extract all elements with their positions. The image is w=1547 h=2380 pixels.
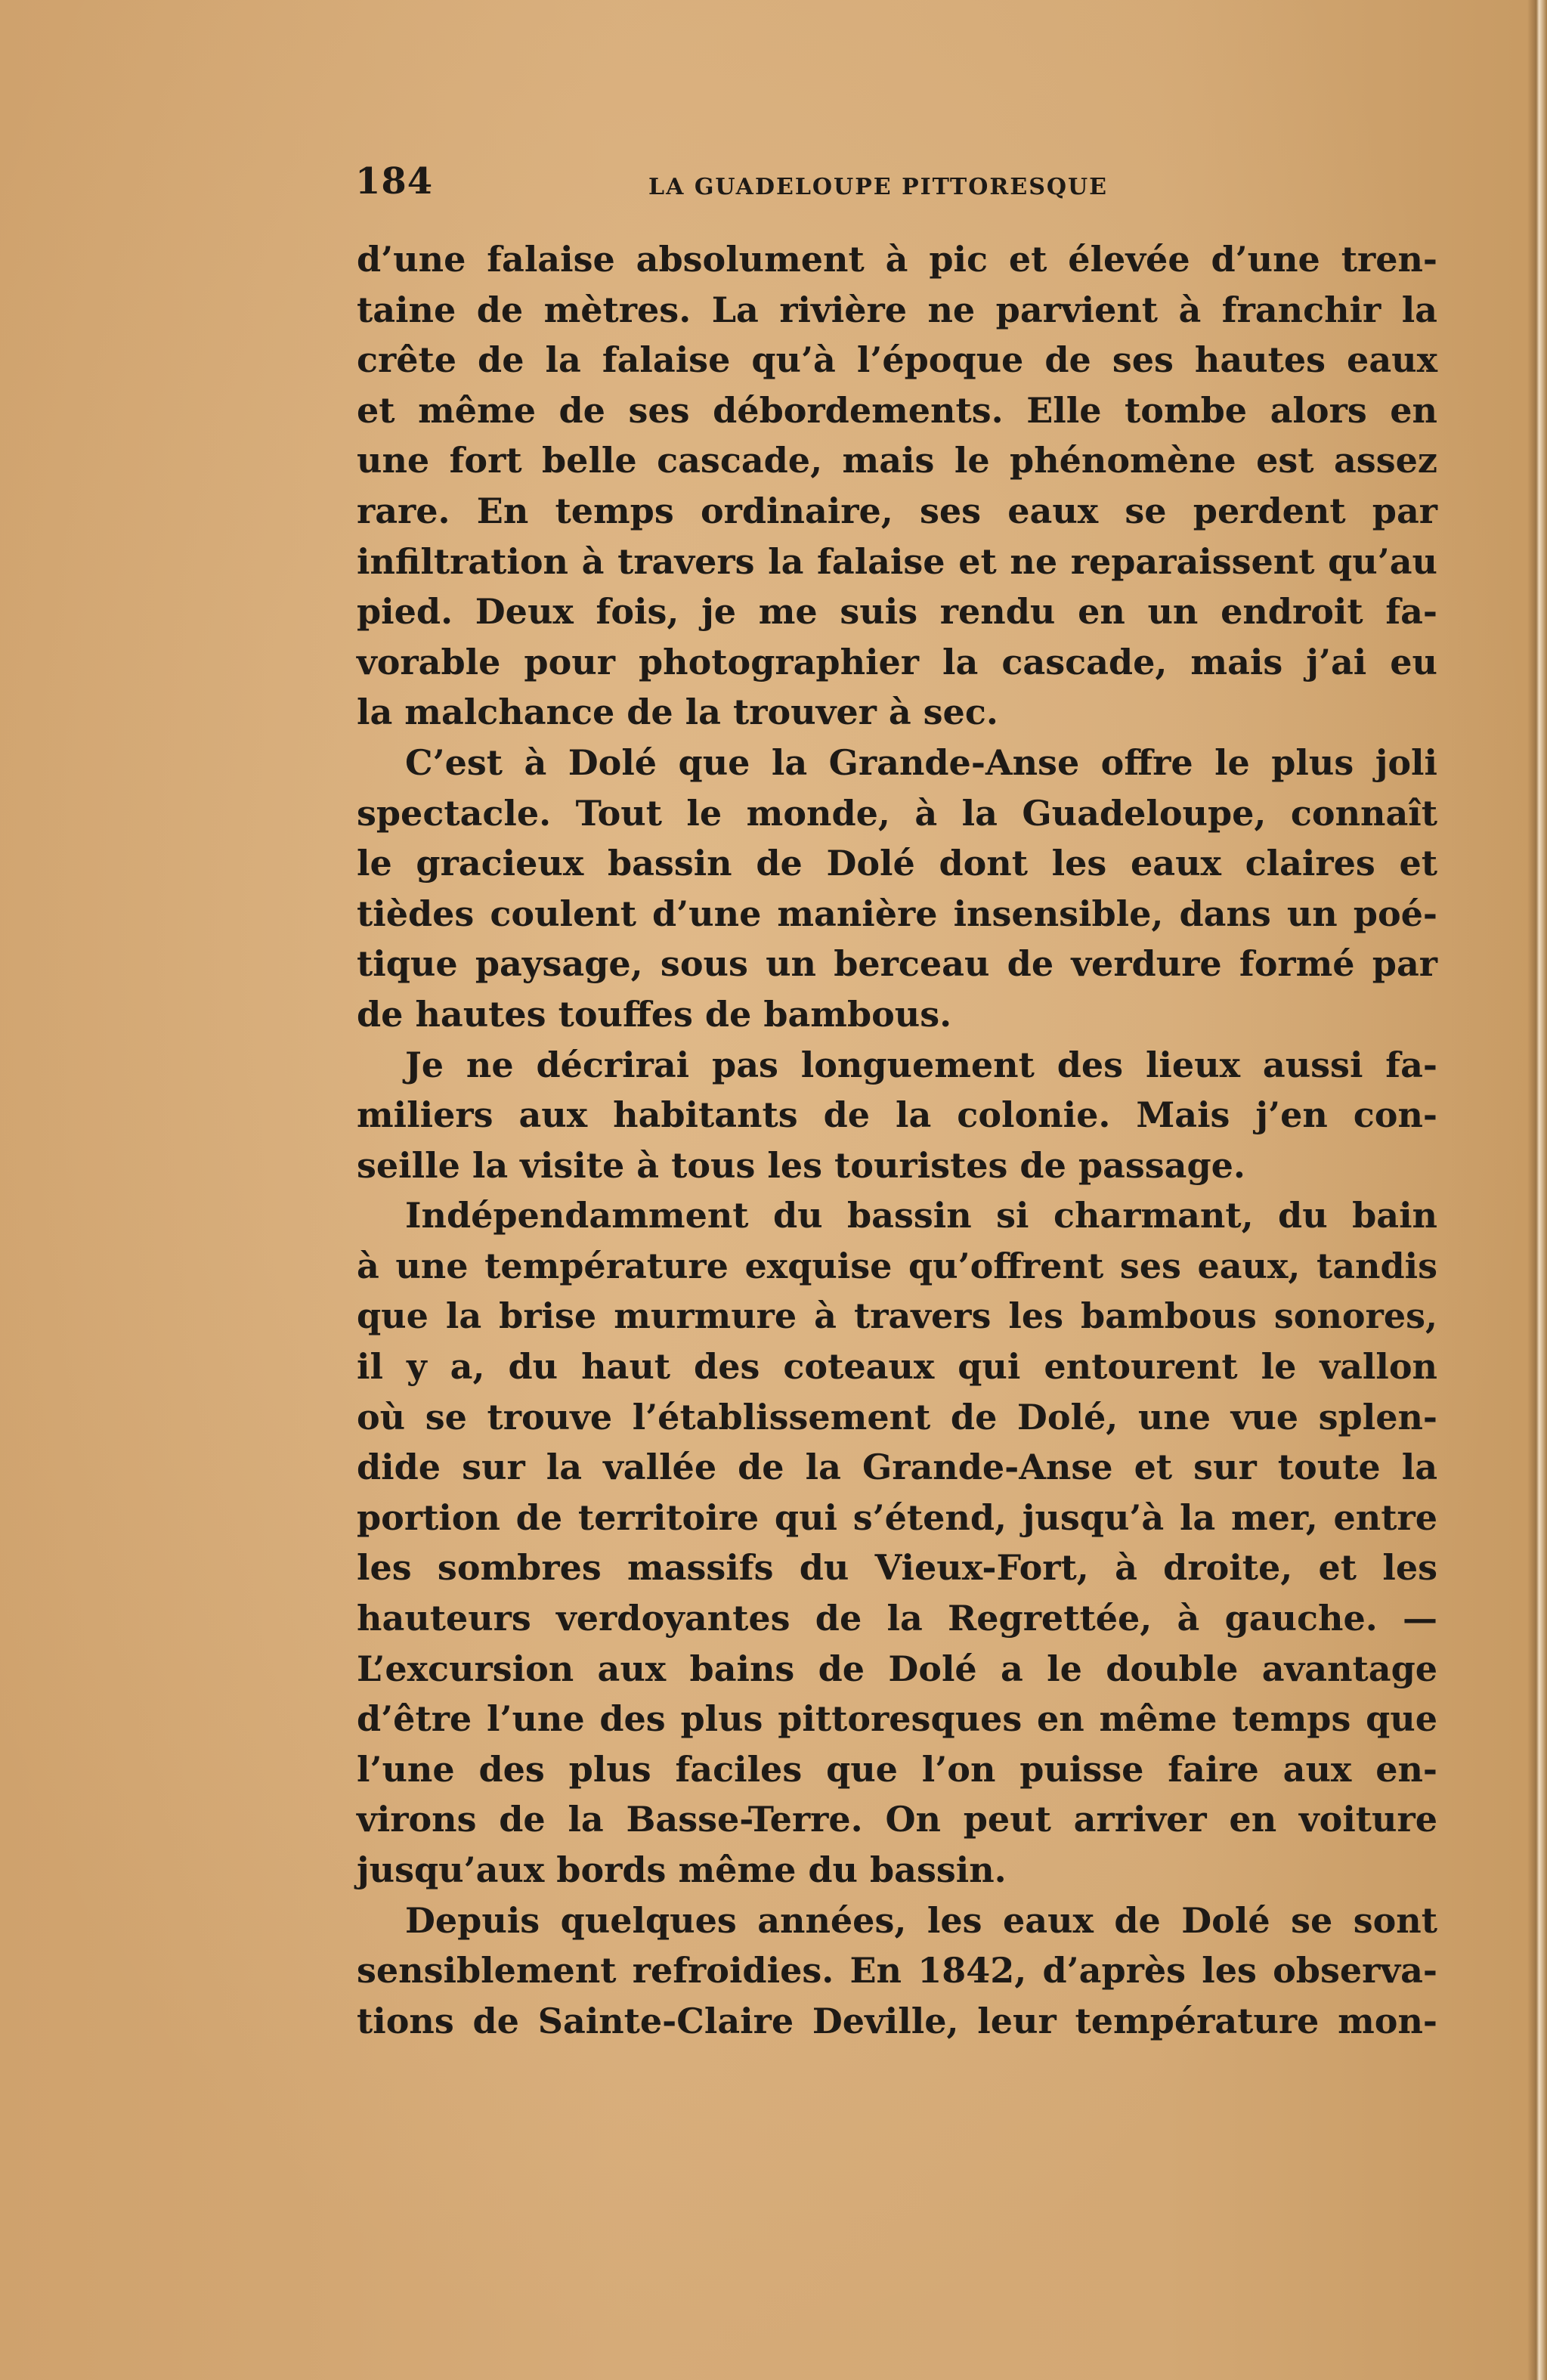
text-line: d’être l’une des plus pittoresques en même temps que	[357, 1698, 1437, 1740]
text-line: infiltration à travers la falaise et ne reparaissent qu’au	[357, 540, 1437, 582]
running-head	[355, 160, 1149, 213]
text-line: dide sur la vallée de la Grande-Anse et sur toute la	[357, 1447, 1437, 1488]
paragraph-end-line: seille la visite à tous les touristes de passage.	[357, 1144, 1245, 1186]
text-line: tique paysage, sous un berceau de verdure formé par	[357, 943, 1437, 985]
text-line: spectacle. Tout le monde, à la Guadeloupe, connaît	[357, 792, 1437, 834]
text-line: que la brise murmure à travers les bambous sonores,	[357, 1295, 1437, 1337]
paragraph-start-line: Indépendamment du bassin si charmant, du bain	[405, 1195, 1437, 1236]
text-line: miliers aux habitants de la colonie. Mais j’en con-	[357, 1094, 1437, 1136]
text-line: il y a, du haut des coteaux qui entourent le vallon	[357, 1346, 1437, 1388]
text-line: et même de ses débordements. Elle tombe alors en	[357, 389, 1437, 431]
paragraph-start-line: Depuis quelques années, les eaux de Dolé se sont	[405, 1899, 1437, 1941]
text-line: rare. En temps ordinaire, ses eaux se perdent par	[357, 490, 1437, 531]
text-line: où se trouve l’établissement de Dolé, une vue splen-	[357, 1396, 1437, 1438]
text-line: L’excursion aux bains de Dolé a le double avantage	[357, 1648, 1437, 1689]
page-edge	[1527, 0, 1547, 2380]
text-line: vorable pour photographier la cascade, mais j’ai eu	[357, 641, 1437, 682]
text-line: virons de la Basse-Terre. On peut arriver en voiture	[357, 1799, 1437, 1840]
paragraph-start-line: Je ne décrirai pas longuement des lieux aussi fa-	[405, 1044, 1437, 1085]
text-line: tions de Sainte-Claire Deville, leur température mon-	[357, 2000, 1437, 2041]
paragraph-end-line: de hautes touffes de bambous.	[357, 993, 952, 1035]
text-line: les sombres massifs du Vieux-Fort, à droite, et les	[357, 1547, 1437, 1589]
paragraph-end-line: la malchance de la trouver à sec.	[357, 692, 998, 733]
text-line: crête de la falaise qu’à l’époque de ses hautes eaux	[357, 339, 1437, 381]
paragraph-start-line: C’est à Dolé que la Grande-Anse offre le plus joli	[405, 741, 1437, 783]
page-number: 184	[355, 160, 434, 203]
text-line: d’une falaise absolument à pic et élevée d’une tren-	[357, 239, 1437, 280]
text-line: sensiblement refroidies. En 1842, d’après les observa-	[357, 1950, 1437, 1992]
text-line: l’une des plus faciles que l’on puisse faire aux en-	[357, 1748, 1437, 1790]
text-line: le gracieux bassin de Dolé dont les eaux claires et	[357, 843, 1437, 884]
text-line: pied. Deux fois, je me suis rendu en un endroit fa-	[357, 591, 1437, 633]
text-line: une fort belle cascade, mais le phénomène est assez	[357, 440, 1437, 481]
text-line: tièdes coulent d’une manière insensible, dans un poé-	[357, 893, 1437, 934]
body-text	[357, 234, 1437, 2046]
text-line: à une température exquise qu’offrent ses eaux, tandis	[357, 1245, 1437, 1286]
text-line: hauteurs verdoyantes de la Regrettée, à gauche. —	[357, 1598, 1437, 1639]
paragraph-end-line: jusqu’aux bords même du bassin.	[357, 1849, 1007, 1890]
running-title: LA GUADELOUPE PITTORESQUE	[648, 174, 1109, 200]
text-line: taine de mètres. La rivière ne parvient à franchir la	[357, 289, 1437, 330]
text-line: portion de territoire qui s’étend, jusqu’à la mer, entre	[357, 1496, 1437, 1538]
